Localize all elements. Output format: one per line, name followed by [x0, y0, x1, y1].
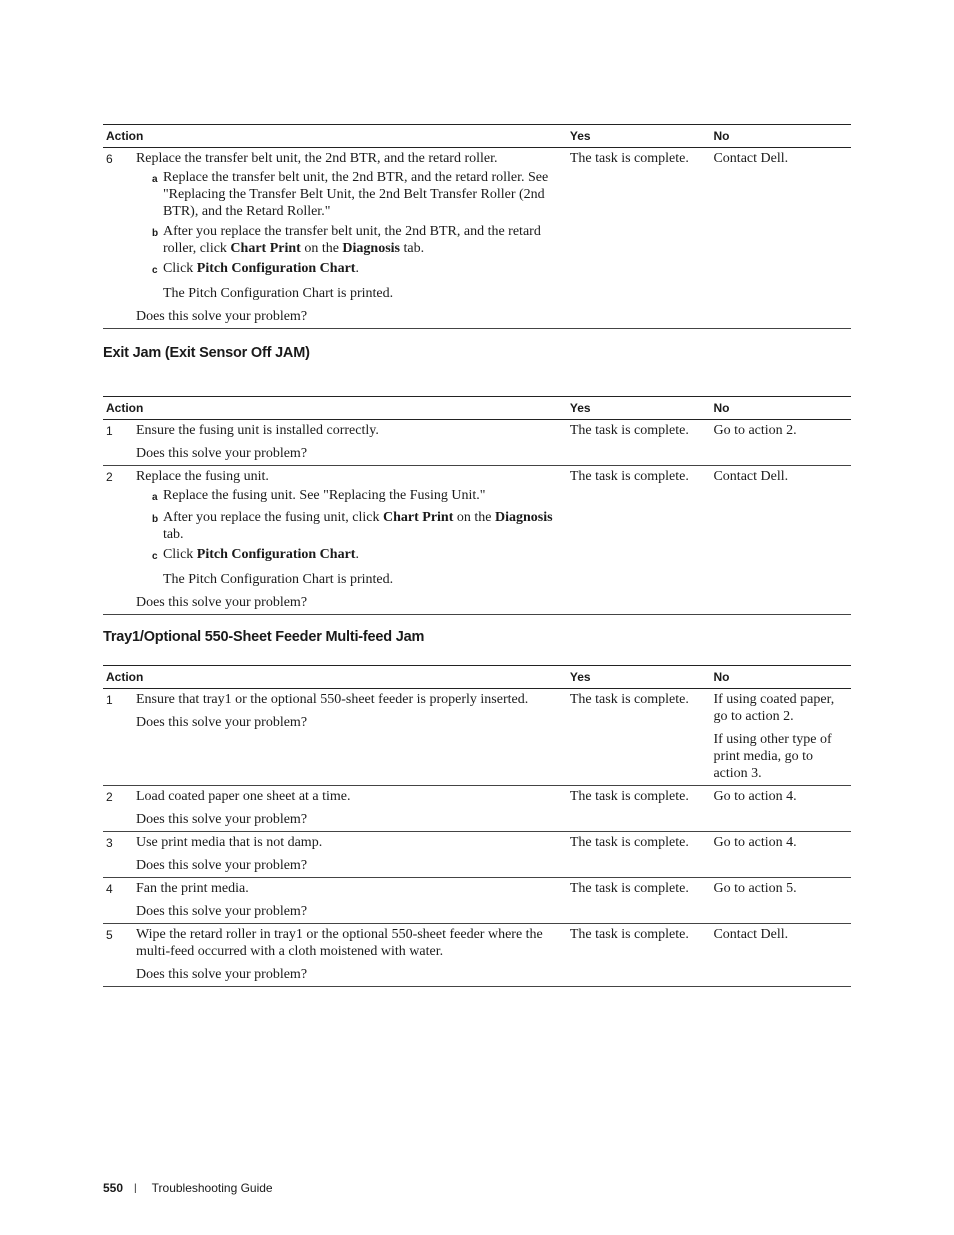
header-yes: Yes	[567, 397, 711, 420]
result-note: The Pitch Configuration Chart is printed.	[162, 572, 394, 587]
table-row	[103, 420, 851, 466]
text-run: Click	[162, 261, 197, 276]
table-header	[103, 666, 851, 689]
sub-step	[152, 509, 564, 543]
table-header	[103, 125, 851, 148]
action-cell	[133, 148, 567, 329]
yes-cell: The task is complete.	[567, 148, 711, 329]
no-cell: Go to action 5.	[710, 878, 851, 924]
page-number: 550	[103, 1181, 124, 1195]
sub-step-text	[163, 260, 564, 279]
sub-step-text	[163, 509, 564, 543]
sub-step-letter: c	[151, 551, 158, 562]
header-action: Action	[103, 397, 567, 420]
solve-question: Does this solve your problem?	[135, 715, 308, 730]
action-cell	[133, 878, 567, 924]
sub-step	[152, 260, 564, 279]
table-row	[103, 924, 851, 987]
text-run: on the	[300, 241, 343, 256]
yes-cell: The task is complete.	[567, 689, 711, 786]
no-option: If using other type of print media, go to action 3.	[713, 732, 832, 781]
header-action: Action	[103, 666, 567, 689]
no-cell: Contact Dell.	[710, 148, 851, 329]
sub-step-letter: a	[151, 174, 158, 185]
ui-label-diagnosis: Diagnosis	[342, 241, 400, 256]
no-cell: Go to action 4.	[710, 786, 851, 832]
solve-question: Does this solve your problem?	[135, 446, 308, 461]
no-cell	[710, 689, 851, 786]
sub-step-letter: a	[151, 492, 158, 503]
step-number: 5	[103, 924, 133, 987]
solve-question: Does this solve your problem?	[135, 812, 308, 827]
text-run: After you replace the transfer belt unit, the 2nd BTR, and the retard roller, click	[162, 224, 541, 256]
table-row	[103, 878, 851, 924]
yes-cell: The task is complete.	[567, 878, 711, 924]
text-run: tab.	[162, 527, 184, 542]
sub-step-text: Replace the transfer belt unit, the 2nd BTR, and the retard roller. See "Replacing the Transfer Belt Unit, the 2nd Belt Transfer Roller (2nd BTR), and the Retard Roller."	[162, 170, 549, 219]
ui-label-diagnosis: Diagnosis	[495, 510, 553, 525]
action-text: Ensure that tray1 or the optional 550-sheet feeder is properly inserted.	[135, 692, 529, 707]
action-text: Ensure the fusing unit is installed correctly.	[135, 423, 379, 438]
sub-step	[152, 546, 564, 565]
no-option: If using coated paper, go to action 2.	[713, 692, 835, 724]
sub-step-text: Replace the fusing unit. See "Replacing the Fusing Unit."	[162, 488, 486, 503]
sub-step	[152, 487, 564, 506]
ui-label-pitch-chart: Pitch Configuration Chart	[196, 261, 356, 276]
ui-label-pitch-chart: Pitch Configuration Chart	[196, 547, 356, 562]
action-cell	[133, 466, 567, 615]
header-action: Action	[103, 125, 567, 148]
header-yes: Yes	[567, 666, 711, 689]
sub-step	[152, 169, 564, 220]
header-no: No	[710, 397, 851, 420]
step-number: 2	[103, 786, 133, 832]
yes-cell: The task is complete.	[567, 420, 711, 466]
ui-label-chart-print: Chart Print	[230, 241, 301, 256]
sub-step-text	[163, 546, 564, 565]
action-text: Use print media that is not damp.	[135, 835, 323, 850]
ui-label-chart-print: Chart Print	[383, 510, 454, 525]
action-text: Replace the transfer belt unit, the 2nd BTR, and the retard roller.	[135, 151, 498, 166]
sub-step-letter: b	[151, 228, 159, 239]
step-number: 1	[103, 420, 133, 466]
yes-cell: The task is complete.	[567, 466, 711, 615]
action-cell	[133, 786, 567, 832]
sub-step-letter: c	[151, 265, 158, 276]
footer-title: Troubleshooting Guide	[151, 1181, 273, 1195]
text-run: tab.	[400, 241, 425, 256]
sub-step-text	[163, 223, 564, 257]
action-cell	[133, 924, 567, 987]
page-footer	[103, 1181, 273, 1195]
result-note: The Pitch Configuration Chart is printed.	[162, 286, 394, 301]
solve-question: Does this solve your problem?	[135, 595, 308, 610]
yes-cell: The task is complete.	[567, 832, 711, 878]
step-number: 4	[103, 878, 133, 924]
solve-question: Does this solve your problem?	[135, 858, 308, 873]
table-row	[103, 689, 851, 786]
step-number: 3	[103, 832, 133, 878]
step-number: 1	[103, 689, 133, 786]
section-heading: Exit Jam (Exit Sensor Off JAM)	[103, 345, 310, 361]
solve-question: Does this solve your problem?	[135, 904, 308, 919]
step-number: 6	[103, 148, 133, 329]
table-row	[103, 832, 851, 878]
no-cell: Go to action 2.	[710, 420, 851, 466]
text-run: .	[355, 547, 359, 562]
no-cell: Contact Dell.	[710, 466, 851, 615]
table-transfer-belt	[103, 124, 851, 329]
table-header	[103, 397, 851, 420]
yes-cell: The task is complete.	[567, 924, 711, 987]
solve-question: Does this solve your problem?	[135, 967, 308, 982]
action-text: Replace the fusing unit.	[135, 469, 269, 484]
action-cell	[133, 420, 567, 466]
action-cell	[133, 832, 567, 878]
action-text: Load coated paper one sheet at a time.	[135, 789, 351, 804]
text-run: After you replace the fusing unit, click	[162, 510, 383, 525]
text-run: on the	[453, 510, 495, 525]
sub-step-letter: b	[151, 514, 159, 525]
step-number: 2	[103, 466, 133, 615]
text-run: Click	[162, 547, 197, 562]
action-cell	[133, 689, 567, 786]
no-cell: Contact Dell.	[710, 924, 851, 987]
solve-question: Does this solve your problem?	[135, 309, 308, 324]
header-no: No	[710, 125, 851, 148]
action-text: Fan the print media.	[135, 881, 249, 896]
table-exit-jam	[103, 396, 851, 615]
section-heading: Tray1/Optional 550-Sheet Feeder Multi-feed Jam	[103, 629, 425, 645]
text-run: .	[355, 261, 359, 276]
table-row	[103, 786, 851, 832]
footer-separator: |	[134, 1182, 137, 1194]
table-row	[103, 148, 851, 329]
no-cell: Go to action 4.	[710, 832, 851, 878]
header-no: No	[710, 666, 851, 689]
table-row	[103, 466, 851, 615]
action-text: Wipe the retard roller in tray1 or the optional 550-sheet feeder where the multi-feed occurred with a cloth moistened with water.	[135, 927, 543, 959]
yes-cell: The task is complete.	[567, 786, 711, 832]
table-multifeed-jam	[103, 665, 851, 987]
header-yes: Yes	[567, 125, 711, 148]
sub-step	[152, 223, 564, 257]
